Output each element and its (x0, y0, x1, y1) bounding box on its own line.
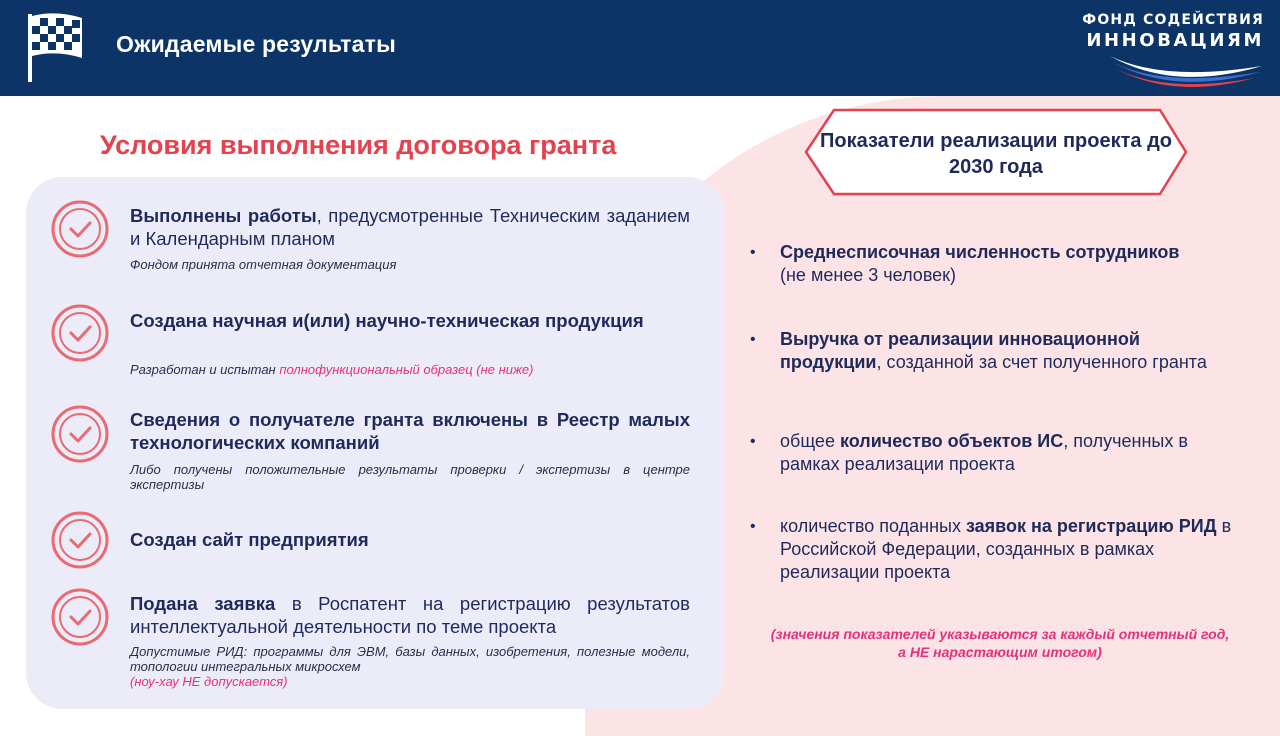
bullet: • (750, 433, 756, 450)
bullet: • (750, 518, 756, 535)
indicator-bold: Выручка от реализации инновационной продукции (780, 329, 1140, 372)
page-title: Ожидаемые результаты (116, 31, 396, 57)
indicators-footnote: (значения показателей указываются за каждый отчетный год, а НЕ нарастающим итогом) (770, 626, 1230, 660)
checkered-flag-icon (26, 12, 86, 84)
condition-note-highlight: (ноу-хау НЕ допускается) (130, 674, 288, 689)
check-circle-icon (50, 587, 110, 647)
indicator-text (780, 515, 1250, 584)
check-circle-icon (50, 199, 110, 259)
check-circle-icon (50, 404, 110, 464)
condition-text (130, 204, 690, 250)
condition-text (130, 528, 690, 551)
indicator-text (780, 241, 1250, 287)
logo-line-1: ФОНД СОДЕЙСТВИЯ (1082, 12, 1264, 28)
bullet: • (750, 244, 756, 261)
indicator-text (780, 328, 1220, 374)
check-circle-icon (50, 303, 110, 363)
indicator-bold: заявок на регистрацию РИД (965, 516, 1217, 536)
condition-text (130, 408, 690, 454)
condition-bold: Сведения о получателе гранта включены в Реестр малых технологических компаний (130, 409, 690, 453)
condition-bold: Создана научная и(или) научно-техническая продукция (130, 310, 644, 331)
indicator-rest: (не менее 3 человек) (780, 265, 957, 285)
tricolor-swoosh-icon (1104, 52, 1266, 88)
condition-rest: в Роспатент на регистрацию результатов интеллектуальной деятельности по теме проекта (130, 593, 690, 637)
bullet: • (750, 331, 756, 348)
indicator-bold: Среднесписочная численность сотрудников (780, 242, 1180, 262)
condition-note-highlight: полнофункциональный образец (не ниже) (279, 362, 534, 377)
condition-note (130, 362, 690, 377)
conditions-card (26, 177, 724, 709)
conditions-title: Условия выполнения договора гранта (100, 130, 617, 160)
indicator-pre: общее (780, 431, 840, 451)
condition-rest: , предусмотренные Техническим заданием и Календарным планом (130, 205, 691, 249)
indicator-rest: , созданной за счет полученного гранта (876, 352, 1207, 372)
condition-text (130, 309, 690, 332)
indicator-text (780, 430, 1250, 476)
indicator-rest: , полученных в рамках реализации проекта (780, 431, 1188, 474)
condition-note: Либо получены положительные результаты проверки / экспертизы в центре экспертизы (130, 462, 690, 492)
condition-note (130, 644, 690, 689)
logo-line-2: ИННОВАЦИЯМ (1086, 30, 1264, 51)
header-bar (0, 0, 1280, 96)
fund-logo (1082, 8, 1270, 88)
check-circle-icon (50, 510, 110, 570)
indicator-pre: количество поданных (780, 516, 966, 536)
indicators-banner-title: Показатели реализации проекта до 2030 года (820, 130, 1172, 178)
condition-text (130, 592, 690, 638)
condition-note-text: Разработан и испытан (130, 362, 280, 377)
condition-bold: Создан сайт предприятия (130, 529, 369, 550)
condition-bold: Подана заявка (130, 593, 276, 614)
indicator-rest: в Российской Федерации, созданных в рамках реализации проекта (780, 516, 1232, 582)
condition-bold: Выполнены работы (130, 205, 317, 226)
indicator-bold: количество объектов ИС (839, 431, 1064, 451)
condition-note-text: Допустимые РИД: программы для ЭВМ, базы данных, изобретения, полезные модели, топологии интегральных микросхем (130, 644, 690, 674)
condition-note: Фондом принята отчетная документация (130, 257, 397, 272)
